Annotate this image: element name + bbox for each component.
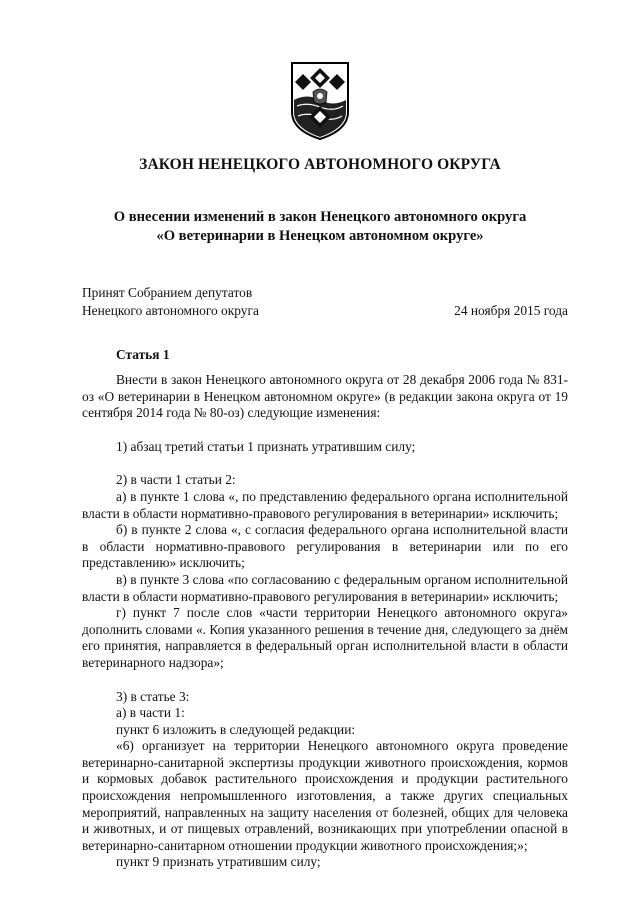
paragraph-item-3a: а) в части 1:	[116, 705, 185, 721]
paragraph-item-2: 2) в части 1 статьи 2:	[116, 472, 236, 488]
coat-of-arms-emblem	[289, 60, 351, 142]
adopted-by-line-1: Принят Собранием депутатов	[82, 285, 253, 300]
article-body	[82, 372, 568, 871]
paragraph-item-2a: а) в пункте 1 слова «, по представлению федерального органа исполнительной власти в области нормативно-правового регулирования в ветеринарии» исключить;	[82, 488, 568, 521]
coat-of-arms-icon	[289, 60, 351, 142]
paragraph-item-2v: в) в пункте 3 слова «по согласованию с федеральным органом исполнительной власти в области нормативно-правового регулирования в ветеринарии» исключить;	[82, 571, 568, 604]
adoption-date: 24 ноября 2015 года	[454, 303, 568, 318]
paragraph-point-6-text: «6) организует на территории Ненецкого автономного округа проведение ветеринарно-санитарной экспертизы продукции животного происхождения, кормов и кормовых добавок растительного происхождения и продукции растительного происхождения непромышленного изготовления, а также других специальных мероприятий, направленных на защиту населения от болезней, общих для человека и животных, и от пищевых отравлений, возникающих при употреблении опасной в ветеринарно-санитарном отношении продукции животного происхождения;»;	[82, 738, 568, 853]
paragraph-item-3: 3) в статье 3:	[116, 688, 190, 704]
paragraph-item-2g: г) пункт 7 после слов «части территории Ненецкого автономного округа» дополнить словами «. Копия указанного решения в течение дня, следующего за днём его принятия, направляется в федеральный орган исполнительной власти в области ветеринарного надзора»;	[82, 605, 568, 670]
paragraph-item-1: 1) абзац третий статьи 1 признать утратившим силу;	[116, 438, 416, 454]
adopted-by-line-2: Ненецкого автономного округа	[82, 303, 259, 318]
paragraph-point-9: пункт 9 признать утратившим силу;	[116, 854, 321, 870]
paragraph-intro: Внести в закон Ненецкого автономного округа от 28 декабря 2006 года № 831-оз «О ветеринарии в Ненецком автономном округе» (в редакции закона округа от 19 сентября 2014 года № 80-оз) следующие изменения:	[82, 372, 568, 421]
document-title: ЗАКОН НЕНЕЦКОГО АВТОНОМНОГО ОКРУГА	[139, 156, 501, 173]
article-heading: Статья 1	[116, 347, 170, 362]
subtitle-line-1: О внесении изменений в закон Ненецкого автономного округа	[113, 209, 527, 225]
subtitle-line-2: «О ветеринарии в Ненецком автономном округе»	[156, 228, 484, 244]
document-subtitle	[0, 208, 640, 246]
paragraph-point-6-intro: пункт 6 изложить в следующей редакции:	[116, 721, 356, 737]
paragraph-item-2b: б) в пункте 2 слова «, с согласия федерального органа исполнительной власти в области нормативно-правового регулирования в ветеринарии или по его представлению» исключить;	[82, 522, 568, 571]
adoption-block	[82, 284, 568, 320]
